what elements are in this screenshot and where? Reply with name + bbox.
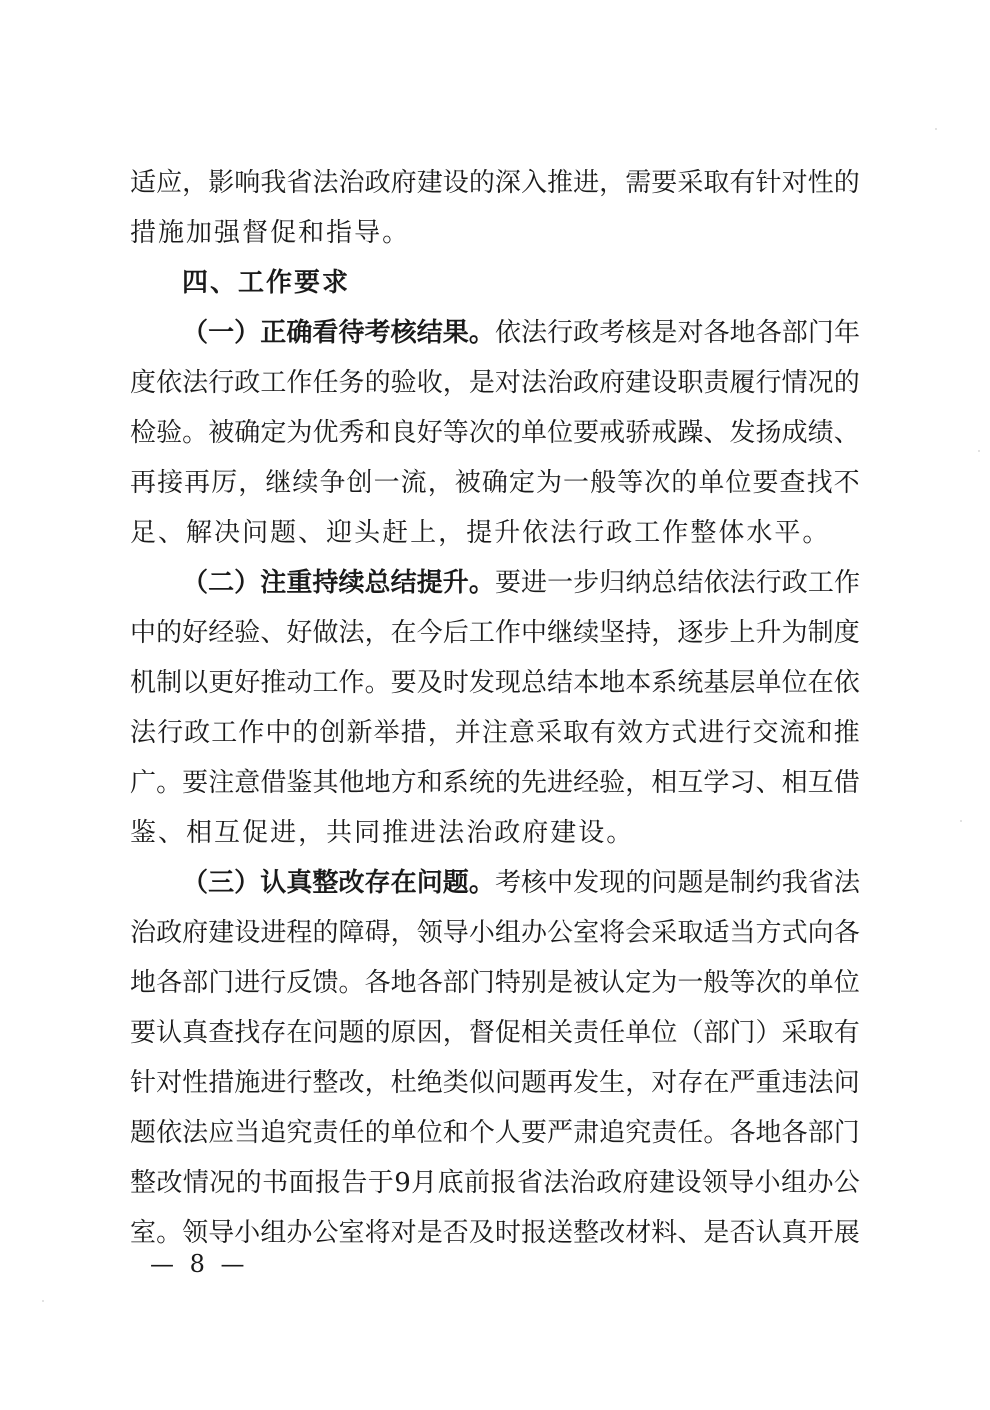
text-line: 题 依 法 应 当 追 究 责 任 的 单 位 和 个 人 要 严 肃 追 究 责 任 。 各 地 各 部 门 <box>130 1118 860 1148</box>
text-line: 广 。 要 注 意 借 鉴 其 他 地 方 和 系 统 的 先 进 经 验 ， 相 互 学 习 、 相 互 借 <box>130 768 860 798</box>
text-line: 鉴、相互促进，共同推进法治政府建设。 <box>130 818 635 848</box>
text-line: 检 验 。 被 确 定 为 优 秀 和 良 好 等 次 的 单 位 要 戒 骄 戒 躁 、 发 扬 成 绩 、 <box>130 418 860 448</box>
text-line: 要 认 真 查 找 存 在 问 题 的 原 因 ， 督 促 相 关 责 任 单 位 （ 部 门 ） 采 取 有 <box>130 1018 860 1048</box>
text-line: 法 行 政 工 作 中 的 创 新 举 措 ， 并 注 意 采 取 有 效 方 式 进 行 交 流 和 推 <box>130 718 860 748</box>
text-line: 室 。 领 导 小 组 办 公 室 将 对 是 否 及 时 报 送 整 改 材 料 、 是 否 认 真 开 展 <box>130 1218 860 1248</box>
scan-speck <box>978 450 980 452</box>
text-line: 再 接 再 厉 ， 继 续 争 创 一 流 ， 被 确 定 为 一 般 等 次 的 单 位 要 查 找 不 <box>130 468 860 498</box>
text-line: 地 各 部 门 进 行 反 馈 。 各 地 各 部 门 特 别 是 被 认 定 为 一 般 等 次 的 单 位 <box>130 968 860 998</box>
text-line: 机 制 以 更 好 推 动 工 作 。 要 及 时 发 现 总 结 本 地 本 系 统 基 层 单 位 在 依 <box>130 668 860 698</box>
text-line: 措施加强督促和指导。 <box>130 218 411 248</box>
scan-speck <box>42 1300 44 1302</box>
page-number: — 8 — <box>150 1250 249 1278</box>
text-line: 中 的 好 经 验 、 好 做 法 ， 在 今 后 工 作 中 继 续 坚 持 ， 逐 步 上 升 为 制 度 <box>130 618 860 648</box>
text-line: 足、解决问题、迎头赶上，提升依法行政工作整体水平。 <box>130 518 831 548</box>
text-line: 适 应 ， 影 响 我 省 法 治 政 府 建 设 的 深 入 推 进 ， 需 要 采 取 有 针 对 性 的 <box>130 168 860 198</box>
section-heading: 四、工作要求 <box>182 268 351 298</box>
scan-speck <box>960 820 962 822</box>
text-line: 整 改 情 况 的 书 面 报 告 于 9 月 底 前 报 省 法 治 政 府 建 设 领 导 小 组 办 公 <box>130 1168 860 1198</box>
text-line: 度 依 法 行 政 工 作 任 务 的 验 收 ， 是 对 法 治 政 府 建 设 职 责 履 行 情 况 的 <box>130 368 860 398</box>
text-line: 治 政 府 建 设 进 程 的 障 碍 ， 领 导 小 组 办 公 室 将 会 采 取 适 当 方 式 向 各 <box>130 918 860 948</box>
paragraph-first-line: （ 一 ） 正 确 看 待 考 核 结 果 。 依 法 行 政 考 核 是 对 各 地 各 部 门 年 <box>182 318 860 348</box>
paragraph-first-line: （ 二 ） 注 重 持 续 总 结 提 升 。 要 进 一 步 归 纳 总 结 依 法 行 政 工 作 <box>182 568 860 598</box>
text-line: 针 对 性 措 施 进 行 整 改 ， 杜 绝 类 似 问 题 再 发 生 ， 对 存 在 严 重 违 法 问 <box>130 1068 860 1098</box>
paragraph-first-line: （ 三 ） 认 真 整 改 存 在 问 题 。 考 核 中 发 现 的 问 题 是 制 约 我 省 法 <box>182 868 860 898</box>
scan-speck <box>935 128 937 130</box>
